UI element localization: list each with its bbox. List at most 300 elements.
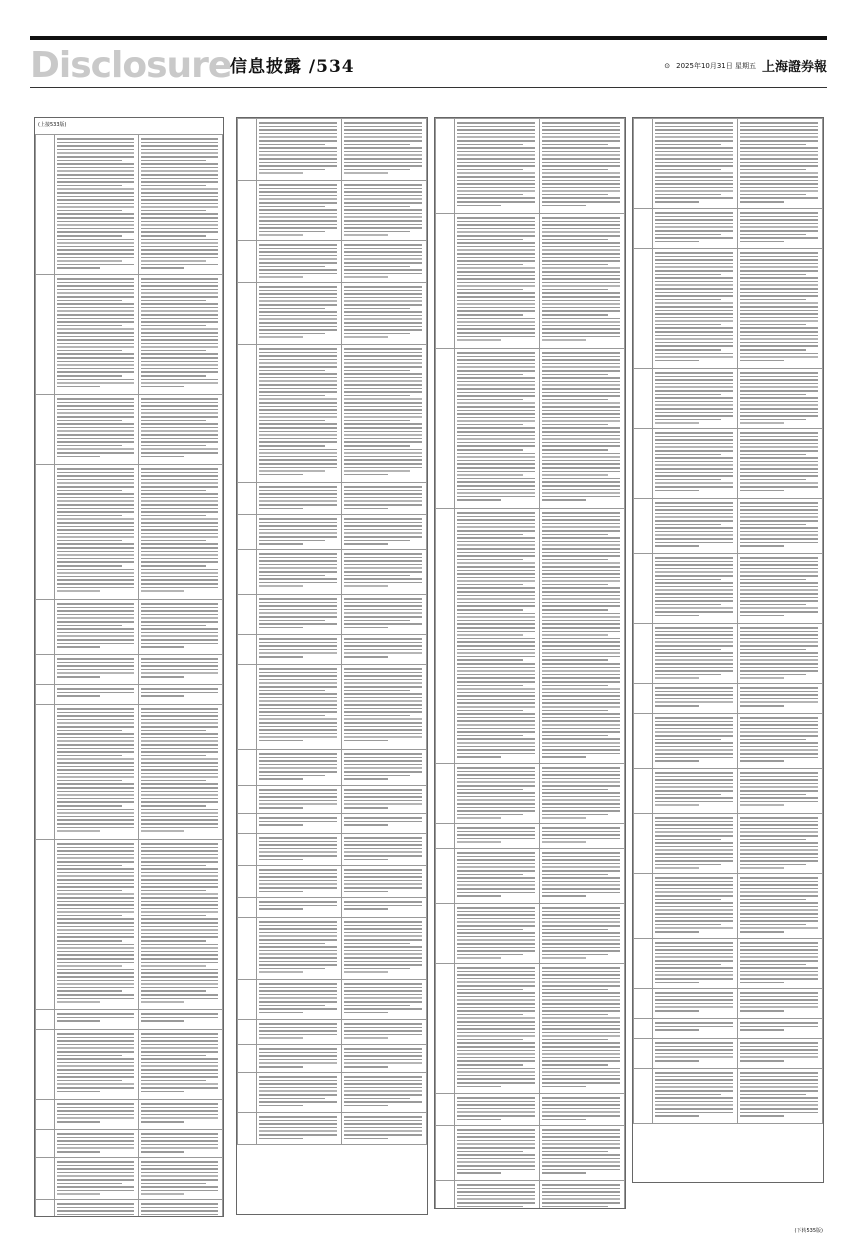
revised-clause-cell [342, 119, 427, 181]
text-line [57, 1147, 134, 1149]
text-line [542, 717, 620, 719]
text-line [259, 718, 337, 720]
text-line [740, 974, 818, 976]
original-clause-cell [55, 1010, 139, 1030]
text-line [259, 431, 337, 433]
text-line [740, 379, 818, 381]
text-line [740, 557, 818, 559]
row-number-cell [634, 249, 653, 369]
original-clause-cell [653, 714, 738, 769]
text-line [141, 339, 218, 341]
text-line [141, 350, 206, 352]
text-line [344, 1001, 422, 1003]
revised-clause-cell [738, 874, 823, 939]
text-line [740, 687, 818, 689]
text-line [457, 663, 535, 665]
text-line [655, 274, 721, 276]
text-line [57, 737, 134, 739]
text-line [740, 194, 806, 196]
text-line [457, 392, 535, 394]
text-line [457, 406, 535, 408]
text-line [457, 300, 535, 302]
text-line [740, 1022, 818, 1024]
text-line [542, 670, 620, 672]
text-line [141, 1210, 218, 1212]
text-line [344, 1062, 422, 1064]
text-line [457, 834, 535, 836]
text-line [141, 518, 218, 520]
text-line [542, 1154, 620, 1156]
text-line [57, 438, 134, 440]
text-line [457, 749, 535, 751]
text-line [57, 371, 134, 373]
text-line [141, 561, 218, 563]
text-line [740, 432, 818, 434]
text-line [141, 260, 206, 262]
text-line [457, 180, 535, 182]
text-line [344, 262, 422, 264]
revised-clause-cell [540, 964, 625, 1094]
text-line [57, 755, 122, 757]
text-line [457, 591, 535, 593]
text-line [259, 697, 337, 699]
text-line [655, 656, 733, 658]
text-line [655, 615, 699, 617]
text-line [457, 706, 535, 708]
text-line [655, 967, 733, 969]
text-line [457, 807, 535, 809]
text-line [457, 656, 535, 658]
text-line [259, 540, 325, 542]
text-line [344, 837, 422, 839]
text-line [740, 742, 818, 744]
text-line [740, 582, 818, 584]
text-line [57, 1107, 134, 1109]
text-line [740, 846, 818, 848]
text-line [542, 162, 620, 164]
text-line [259, 775, 325, 777]
text-line [141, 336, 218, 338]
text-line [740, 927, 818, 929]
text-line [57, 572, 134, 574]
text-line [740, 360, 784, 362]
text-line [740, 310, 818, 312]
table-row [36, 135, 223, 275]
text-line [740, 545, 784, 547]
text-line [740, 270, 818, 272]
text-line [655, 133, 733, 135]
revised-clause-cell [139, 655, 223, 685]
text-line [655, 216, 733, 218]
text-line [141, 780, 206, 782]
text-line [141, 969, 218, 971]
text-line [141, 405, 218, 407]
text-line [259, 1055, 337, 1057]
text-line [457, 325, 535, 327]
text-line [344, 560, 422, 562]
text-line [740, 345, 818, 347]
text-line [457, 523, 535, 525]
text-line [457, 307, 535, 309]
text-line [141, 508, 218, 510]
text-line [57, 1020, 100, 1022]
table-row [238, 980, 427, 1020]
revised-clause-cell [342, 898, 427, 918]
table-row [634, 1039, 823, 1069]
text-line [655, 263, 733, 265]
text-line [457, 1068, 535, 1070]
text-line [740, 571, 818, 573]
text-line [542, 652, 620, 654]
text-line [655, 151, 733, 153]
text-line [57, 434, 134, 436]
text-line [542, 126, 620, 128]
text-line [655, 169, 721, 171]
text-line [344, 522, 422, 524]
text-line [655, 860, 733, 862]
text-line [57, 289, 134, 291]
text-line [740, 1006, 818, 1008]
text-line [655, 999, 733, 1001]
text-line [141, 947, 218, 949]
text-line [655, 728, 733, 730]
text-line [57, 883, 134, 885]
row-number-cell [634, 369, 653, 429]
text-line [457, 911, 535, 913]
text-line [542, 1129, 620, 1131]
text-line [457, 1060, 535, 1062]
text-line [457, 620, 535, 622]
text-line [259, 290, 337, 292]
text-line [344, 1005, 410, 1007]
text-line [457, 162, 535, 164]
text-line [57, 908, 134, 910]
text-line [141, 361, 218, 363]
text-line [457, 1108, 535, 1110]
text-line [655, 753, 733, 755]
text-line [141, 409, 218, 411]
text-line [542, 296, 620, 298]
text-line [740, 999, 818, 1001]
text-line [655, 486, 733, 488]
text-line [259, 623, 337, 625]
text-line [457, 420, 535, 422]
row-number-cell [238, 898, 257, 918]
original-clause-cell [455, 349, 540, 509]
text-line [740, 259, 818, 261]
text-line [542, 645, 620, 647]
text-line [542, 971, 620, 973]
text-line [344, 191, 422, 193]
text-line [344, 567, 422, 569]
text-line [259, 935, 337, 937]
text-line [542, 246, 620, 248]
text-line [57, 801, 134, 803]
text-line [57, 325, 122, 327]
text-line [344, 675, 422, 677]
text-line [740, 1060, 784, 1062]
text-line [457, 1050, 535, 1052]
text-line [141, 242, 218, 244]
text-line [259, 227, 337, 229]
text-line [259, 656, 303, 658]
text-line [344, 642, 422, 644]
text-line [740, 824, 818, 826]
text-line [457, 841, 501, 843]
row-number-cell [238, 241, 257, 283]
row-number-cell [238, 980, 257, 1020]
text-line [740, 909, 818, 911]
text-line [655, 776, 733, 778]
row-number-cell [36, 1130, 55, 1158]
text-line [57, 915, 122, 917]
text-line [259, 445, 325, 447]
text-line [344, 690, 410, 692]
text-line [542, 485, 620, 487]
text-line [141, 452, 218, 454]
text-line [259, 925, 337, 927]
text-line [141, 1144, 218, 1146]
text-line [141, 1051, 218, 1053]
text-line [259, 329, 337, 331]
text-line [655, 1083, 733, 1085]
text-line [457, 796, 535, 798]
text-line [259, 1083, 337, 1085]
text-line [259, 585, 303, 587]
text-line [740, 475, 818, 477]
table-row [36, 1010, 223, 1030]
text-line [655, 607, 733, 609]
text-line [57, 224, 134, 226]
text-line [57, 518, 134, 520]
text-line [57, 740, 134, 742]
text-line [542, 659, 608, 661]
text-line [457, 136, 535, 138]
text-line [141, 733, 218, 735]
text-line [740, 140, 818, 142]
text-line [141, 692, 218, 694]
text-line [141, 672, 218, 674]
text-line [141, 1107, 218, 1109]
text-line [740, 338, 818, 340]
text-line [57, 361, 134, 363]
text-line [259, 373, 337, 375]
text-line [655, 667, 733, 669]
text-line [344, 474, 388, 476]
text-line [457, 781, 535, 783]
text-line [740, 728, 818, 730]
original-clause-cell [455, 964, 540, 1094]
text-line [542, 1053, 620, 1055]
text-line [344, 490, 422, 492]
text-line [457, 260, 535, 262]
text-line [57, 936, 134, 938]
text-line [57, 809, 134, 811]
text-line [141, 386, 184, 388]
text-line [344, 1094, 422, 1096]
text-line [740, 284, 818, 286]
text-line [141, 343, 218, 345]
text-line [740, 881, 818, 883]
text-line [57, 332, 134, 334]
column-4 [632, 117, 824, 1183]
text-line [259, 377, 337, 379]
text-line [542, 792, 620, 794]
text-line [344, 154, 422, 156]
text-line [344, 377, 422, 379]
text-line [655, 147, 733, 149]
text-line [655, 183, 733, 185]
text-line [344, 729, 422, 731]
text-line [542, 516, 620, 518]
table-row [36, 1158, 223, 1200]
text-line [344, 1030, 422, 1032]
text-line [542, 609, 608, 611]
text-line [457, 717, 535, 719]
original-clause-cell [653, 1039, 738, 1069]
continued-to-note: (下转535版) [794, 1228, 823, 1234]
text-line [344, 656, 388, 658]
text-line [655, 1094, 721, 1096]
text-line [457, 201, 535, 203]
text-line [141, 722, 218, 724]
text-line [344, 1101, 422, 1103]
text-line [655, 443, 733, 445]
text-line [344, 775, 410, 777]
text-line [457, 1147, 535, 1149]
text-line [655, 828, 733, 830]
table-row [634, 209, 823, 249]
text-line [259, 438, 337, 440]
text-line [542, 427, 620, 429]
text-line [457, 1188, 535, 1190]
revised-clause-cell [738, 249, 823, 369]
text-line [542, 1039, 608, 1041]
text-line [457, 710, 523, 712]
text-line [740, 542, 818, 544]
text-line [655, 1049, 733, 1051]
text-line [655, 1072, 733, 1074]
text-line [457, 1064, 523, 1066]
text-line [141, 1091, 184, 1093]
text-line [457, 246, 535, 248]
text-line [542, 702, 620, 704]
text-line [457, 552, 535, 554]
text-line [457, 278, 535, 280]
text-line [344, 1023, 422, 1025]
revised-clause-cell [342, 1020, 427, 1045]
text-line [259, 983, 337, 985]
text-line [57, 933, 134, 935]
row-number-cell [634, 624, 653, 684]
text-line [542, 147, 620, 149]
text-line [542, 720, 620, 722]
text-line [344, 578, 422, 580]
text-line [344, 686, 422, 688]
text-line [457, 613, 535, 615]
text-line [457, 224, 535, 226]
table-row [36, 1200, 223, 1218]
text-line [141, 231, 218, 233]
text-line [457, 742, 535, 744]
text-line [655, 172, 733, 174]
text-line [344, 891, 388, 893]
revised-clause-cell [342, 550, 427, 595]
text-line [141, 511, 218, 513]
text-line [740, 891, 818, 893]
text-line [740, 436, 818, 438]
text-line [655, 180, 733, 182]
text-line [57, 1103, 134, 1105]
text-line [57, 540, 122, 542]
text-line [542, 785, 620, 787]
text-line [655, 964, 721, 966]
text-line [259, 990, 337, 992]
text-line [542, 187, 620, 189]
text-line [141, 607, 218, 609]
text-line [259, 627, 303, 629]
text-line [740, 454, 806, 456]
text-line [542, 967, 620, 969]
text-line [655, 129, 733, 131]
text-line [344, 1127, 422, 1129]
text-line [542, 856, 620, 858]
revised-clause-cell [738, 1019, 823, 1039]
text-line [57, 1065, 134, 1067]
text-line [259, 564, 337, 566]
text-line [655, 454, 721, 456]
row-number-cell [36, 600, 55, 655]
text-line [344, 800, 422, 802]
text-line [141, 468, 218, 470]
text-line [57, 353, 134, 355]
text-line [344, 668, 422, 670]
text-line [740, 412, 818, 414]
text-line [655, 190, 733, 192]
text-line [57, 847, 134, 849]
text-line [542, 1101, 620, 1103]
text-line [141, 547, 218, 549]
text-line [655, 924, 721, 926]
text-line [655, 909, 733, 911]
text-line [542, 253, 620, 255]
text-line [655, 645, 733, 647]
text-line [259, 708, 337, 710]
text-line [457, 996, 535, 998]
table-row [238, 181, 427, 241]
text-line [141, 289, 218, 291]
text-line [457, 692, 535, 694]
text-line [740, 801, 818, 803]
text-line [57, 343, 134, 345]
text-line [141, 987, 218, 989]
text-line [655, 652, 733, 654]
text-line [542, 1017, 620, 1019]
text-line [655, 1026, 733, 1028]
text-line [457, 512, 535, 514]
text-line [457, 584, 523, 586]
original-clause-cell [257, 980, 342, 1020]
text-line [457, 566, 535, 568]
text-line [457, 356, 535, 358]
text-line [457, 1191, 535, 1193]
text-line [141, 540, 206, 542]
text-line [57, 776, 134, 778]
text-line [457, 623, 535, 625]
text-line [344, 255, 422, 257]
text-line [740, 960, 818, 962]
text-line [542, 1010, 620, 1012]
